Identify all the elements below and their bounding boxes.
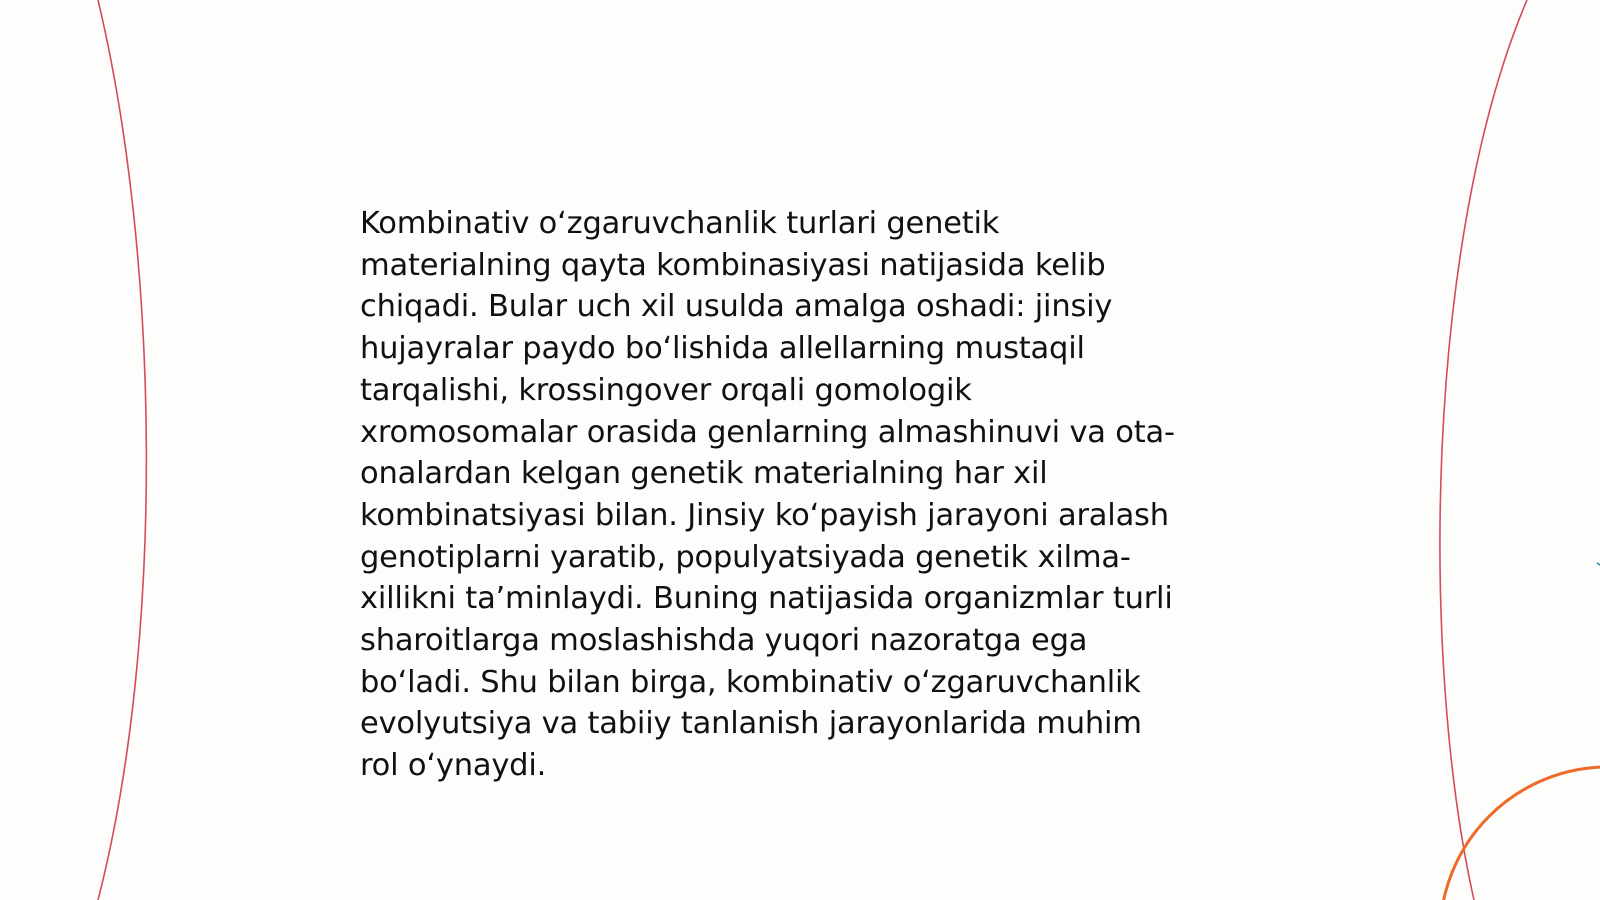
- paragraph-line: xromosomalar orasida genlarning almashinuvi va ota-: [360, 414, 1175, 450]
- paragraph-line: genotiplarni yaratib, populyatsiyada genetik xilma-: [360, 539, 1131, 575]
- paragraph-line: hujayralar paydo boʻlishida allellarning mustaqil: [360, 331, 1085, 367]
- paragraph-line: tarqalishi, krossingover orqali gomologik: [360, 372, 972, 408]
- paragraph-line: rol oʻynaydi.: [360, 748, 547, 784]
- paragraph-line: chiqadi. Bular uch xil usulda amalga oshadi: jinsiy: [360, 289, 1113, 325]
- left-arc-decoration: [98, 0, 146, 900]
- paragraph-line: xillikni taʼminlaydi. Buning natijasida organizmlar turli: [360, 581, 1173, 617]
- paragraph-line: materialning qayta kombinasiyasi natijasida kelib: [360, 247, 1106, 283]
- right-arc-decoration: [1440, 0, 1527, 900]
- orange-circle-decoration: [1440, 767, 1600, 900]
- paragraph-line: evolyutsiya va tabiiy tanlanish jarayonlarida muhim: [360, 706, 1142, 742]
- paragraph-line: onalardan kelgan genetik materialning har xil: [360, 456, 1048, 492]
- paragraph-line: Kombinativ oʻzgaruvchanlik turlari genetik: [360, 206, 1000, 241]
- body-paragraph: [360, 203, 1240, 787]
- paragraph-line: boʻladi. Shu bilan birga, kombinativ oʻzgaruvchanlik: [360, 664, 1141, 700]
- paragraph-line: sharoitlarga moslashishda yuqori nazoratga ega: [360, 623, 1088, 659]
- paragraph-line: kombinatsiyasi bilan. Jinsiy koʻpayish jarayoni aralash: [360, 497, 1169, 533]
